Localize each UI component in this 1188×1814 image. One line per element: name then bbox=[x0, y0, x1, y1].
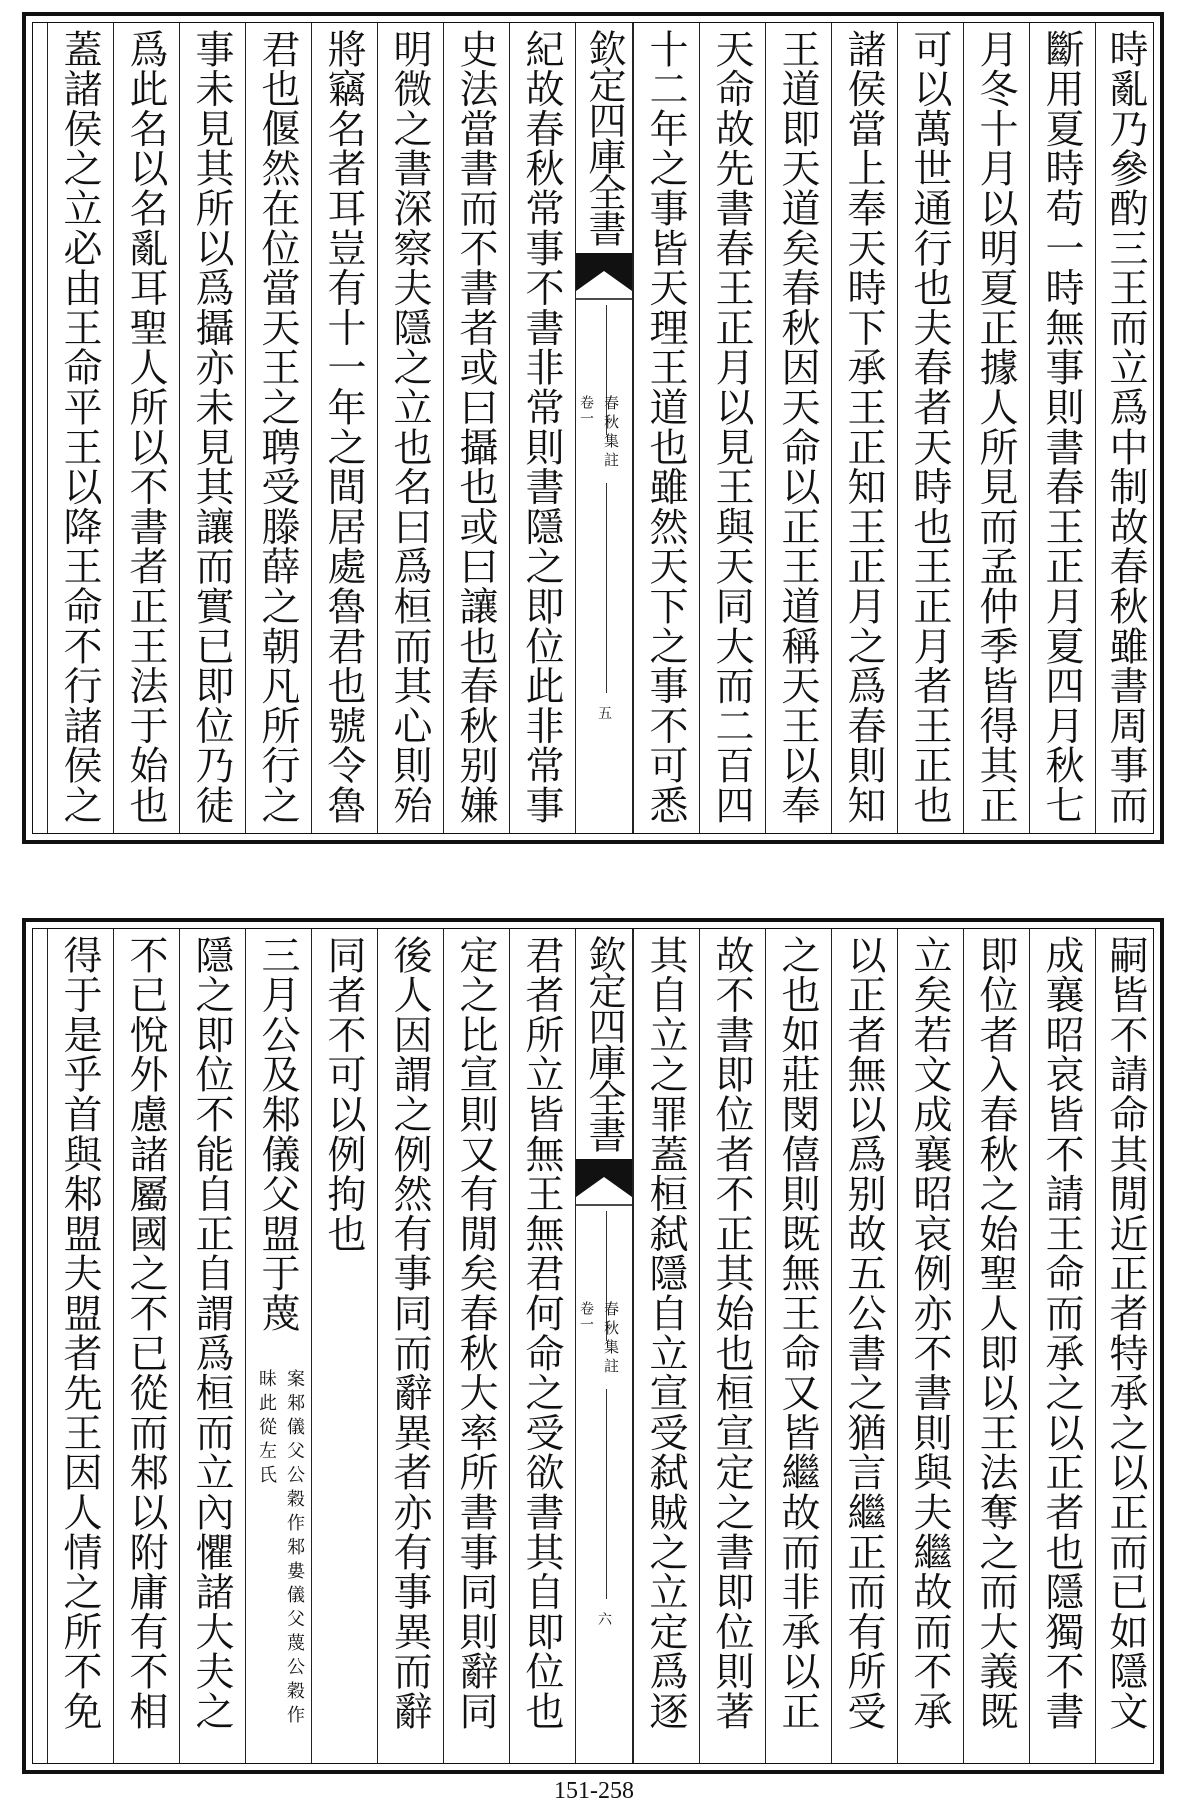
column-text: 不已悅外慮諸屬國之不已從而邾以附庸有不相 bbox=[123, 935, 168, 1731]
column-text: 立矣若文成襄昭哀例亦不書則與夫繼故而不承 bbox=[907, 935, 952, 1731]
column-text: 蓋諸侯之立必由王命平王以降王命不行諸侯之 bbox=[57, 29, 102, 825]
fold-line bbox=[606, 1389, 607, 1599]
fish-tail-icon bbox=[576, 1159, 632, 1207]
column-text: 可以萬世通行也夫春者天時也王正月者王正也 bbox=[907, 29, 952, 825]
column-text: 天命故先書春王正月以見王與天同大而二百四 bbox=[709, 29, 754, 825]
text-column bbox=[179, 929, 245, 1763]
column-text: 將竊名者耳豈有十一年之間居處魯君也號令魯 bbox=[321, 29, 366, 825]
column-text: 斷用夏時苟一時無事則書春王正月夏四月秋七 bbox=[1039, 29, 1084, 825]
collection-title: 欽定四庫全書 bbox=[582, 29, 626, 245]
text-column bbox=[897, 929, 963, 1763]
text-column bbox=[897, 23, 963, 833]
column-text: 同者不可以例拘也 bbox=[321, 935, 366, 1254]
text-column bbox=[509, 23, 575, 833]
column-text: 君也偃然在位當天王之聘受滕薛之朝凡所行之 bbox=[255, 29, 300, 825]
text-column bbox=[1095, 23, 1159, 833]
column-text: 爲此名以名亂耳聖人所以不書者正王法于始也 bbox=[123, 29, 168, 825]
text-column bbox=[765, 23, 831, 833]
column-text: 十二年之事皆天理王道也雖然天下之事不可悉 bbox=[643, 29, 688, 825]
page-panel-bottom bbox=[22, 918, 1164, 1774]
text-column bbox=[245, 23, 311, 833]
column-text: 得于是乎首與邾盟夫盟者先王因人情之所不免 bbox=[57, 935, 102, 1731]
column-text: 定之比宣則又有閒矣春秋大率所書事同則辭同 bbox=[453, 935, 498, 1731]
book-name: 春秋集註 bbox=[602, 395, 620, 471]
text-column bbox=[113, 929, 179, 1763]
page-panel-top bbox=[22, 12, 1164, 844]
text-column bbox=[765, 929, 831, 1763]
text-column bbox=[831, 929, 897, 1763]
text-column bbox=[245, 929, 311, 1763]
fish-tail-icon bbox=[576, 253, 632, 301]
column-text: 紀故春秋常事不書非常則書隱之即位此非常事 bbox=[519, 29, 564, 825]
text-column bbox=[377, 929, 443, 1763]
text-column bbox=[377, 23, 443, 833]
column-text: 隱之即位不能自正自謂爲桓而立內懼諸大夫之 bbox=[189, 935, 234, 1731]
column-text: 嗣皆不請命其閒近正者特承之以正而已如隱文 bbox=[1103, 935, 1148, 1731]
page-number: 六 bbox=[598, 1612, 612, 1628]
text-column bbox=[1095, 929, 1159, 1763]
text-column bbox=[311, 929, 377, 1763]
text-column bbox=[311, 23, 377, 833]
annotation-note: 案邾儀父公穀作邾婁儀父蔑公穀作昧此從左氏 bbox=[256, 1369, 305, 1729]
text-column bbox=[699, 929, 765, 1763]
column-text: 王道即天道矣春秋因天命以正王道稱天王以奉 bbox=[775, 29, 820, 825]
text-column bbox=[831, 23, 897, 833]
column-text: 後人因謂之例然有事同而辭異者亦有事異而辭 bbox=[387, 935, 432, 1731]
page-number: 五 bbox=[598, 706, 612, 722]
text-column bbox=[1029, 929, 1095, 1763]
text-column bbox=[179, 23, 245, 833]
column-text: 諸侯當上奉天時下承王正知王正月之爲春則知 bbox=[841, 29, 886, 825]
column-text: 月冬十月以明夏正據人所見而孟仲季皆得其正 bbox=[973, 29, 1018, 825]
collection-title: 欽定四庫全書 bbox=[582, 935, 626, 1151]
text-column bbox=[113, 23, 179, 833]
text-column bbox=[47, 929, 113, 1763]
text-column bbox=[633, 23, 699, 833]
text-column bbox=[699, 23, 765, 833]
book-name: 春秋集註 bbox=[602, 1301, 620, 1377]
column-text: 故不書即位者不正其始也桓宣定之書即位則著 bbox=[709, 935, 754, 1731]
center-fold bbox=[575, 23, 633, 833]
column-text: 君者所立皆無王無君何命之受欲書其自即位也 bbox=[519, 935, 564, 1731]
text-column bbox=[1029, 23, 1095, 833]
text-column bbox=[963, 23, 1029, 833]
column-text: 史法當書而不書者或曰攝也或曰讓也春秋别嫌 bbox=[453, 29, 498, 825]
center-fold bbox=[575, 929, 633, 1763]
column-text: 之也如莊閔僖則既無王命又皆繼故而非承以正 bbox=[775, 935, 820, 1731]
column-text: 成襄昭哀皆不請王命而承之以正者也隱獨不書 bbox=[1039, 935, 1084, 1731]
text-column bbox=[633, 929, 699, 1763]
column-text: 其自立之罪蓋桓弑隱自立宣受弑賊之立定爲逐 bbox=[643, 935, 688, 1731]
column-text: 明微之書深察夫隱之立也名曰爲桓而其心則殆 bbox=[387, 29, 432, 825]
text-column bbox=[963, 929, 1029, 1763]
text-column bbox=[47, 23, 113, 833]
volume-label: 卷一 bbox=[578, 395, 594, 427]
volume-label: 卷一 bbox=[578, 1301, 594, 1333]
column-text: 時亂乃參酌三王而立爲中制故春秋雖書周事而 bbox=[1103, 29, 1148, 825]
text-column bbox=[509, 929, 575, 1763]
text-column bbox=[443, 929, 509, 1763]
column-text: 事未見其所以爲攝亦未見其讓而實已即位乃徒 bbox=[189, 29, 234, 825]
page-footer-number: 151-258 bbox=[554, 1778, 634, 1804]
column-text: 三月公及邾儀父盟于蔑 bbox=[255, 935, 300, 1333]
text-column bbox=[443, 23, 509, 833]
column-text: 以正者無以爲别故五公書之猶言繼正而有所受 bbox=[841, 935, 886, 1731]
column-text: 即位者入春秋之始聖人即以王法奪之而大義既 bbox=[973, 935, 1018, 1731]
fold-line bbox=[606, 483, 607, 693]
